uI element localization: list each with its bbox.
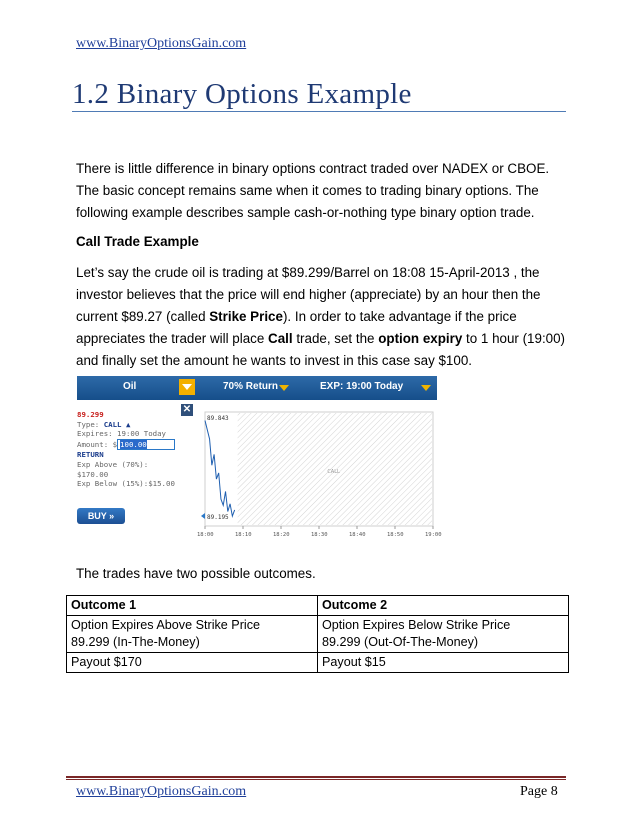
- table-cell: Option Expires Below Strike Price 89.299 (Out-Of-The-Money): [318, 616, 569, 653]
- expires-row: Expires: 19:00 Today: [77, 429, 166, 439]
- widget-toolbar: [77, 376, 437, 400]
- table-cell: Payout $15: [318, 653, 569, 673]
- call-heading: Call Trade Example: [76, 234, 199, 249]
- exp-below: Exp Below (15%):$15.00: [77, 479, 175, 489]
- x-tick-label: 18:40: [349, 532, 366, 538]
- buy-button[interactable]: BUY »: [77, 508, 125, 524]
- x-tick-label: 18:20: [273, 532, 290, 538]
- trade-ticket: [77, 410, 202, 489]
- amount-input[interactable]: 100.00: [117, 439, 175, 451]
- option-expiry-term: option expiry: [378, 331, 463, 346]
- expiry-chevron-icon[interactable]: [421, 385, 431, 391]
- page-number: Page 8: [520, 784, 558, 799]
- bottom-price-label: 89.195: [207, 514, 229, 521]
- amount-row: Amount: $ 100.00: [77, 439, 202, 451]
- intro-paragraph: There is little difference in binary options contract traded over NADEX or CBOE. The basic concept remains same when it comes to trading binary options. The following example describes sample cash-or-nothing type binary option trade.: [76, 161, 550, 220]
- table-row: [67, 616, 569, 653]
- call-term: Call: [268, 331, 293, 346]
- x-tick-label: 18:10: [235, 532, 252, 538]
- current-price: 89.299: [77, 410, 104, 419]
- title-rule: [72, 111, 566, 112]
- x-tick-label: 19:00: [425, 532, 442, 538]
- type-row: Type: CALL ▲: [77, 419, 131, 429]
- return-label: 70% Return: [223, 381, 279, 392]
- chevron-down-icon: [182, 384, 192, 390]
- price-marker-icon: [201, 513, 205, 519]
- return-heading: RETURN: [77, 450, 104, 460]
- footer-rule-thin: [66, 779, 566, 780]
- x-tick-label: 18:30: [311, 532, 328, 538]
- return-chevron-icon[interactable]: [279, 385, 289, 391]
- strike-price-term: Strike Price: [209, 309, 283, 324]
- exp-above-label: Exp Above (70%):: [77, 459, 149, 469]
- expiry-label[interactable]: EXP: 19:00 Today: [320, 381, 404, 392]
- call-paragraph: Let’s say the crude oil is trading at $89.299/Barrel on 18:08 15-April-2013 , the investor believes that the price will end higher (appreciate) by an hour then the current $89.27 (called Strike Price). In order to take advantage if the price appreciates the trader will place Call trade, set the option expiry to 1 hour (19:00) and finally set the amount he wants to invest in this case say $100.: [76, 265, 566, 368]
- footer-rule: [66, 776, 566, 778]
- asset-label[interactable]: Oil: [123, 381, 137, 392]
- asset-dropdown[interactable]: [179, 379, 195, 395]
- top-price-label: 89.843: [207, 415, 229, 422]
- table-header-cell: Outcome 1: [67, 596, 318, 616]
- x-tick-label: 18:00: [197, 532, 214, 538]
- table-cell: Option Expires Above Strike Price 89.299 (In-The-Money): [67, 616, 318, 653]
- trade-widget: [77, 376, 442, 539]
- table-header-row: [67, 596, 569, 616]
- outcomes-text: The trades have two possible outcomes.: [76, 566, 316, 581]
- call-zone-label: CALL: [327, 469, 340, 475]
- footer-url[interactable]: www.BinaryOptionsGain.com: [76, 784, 247, 799]
- exp-above-value: $170.00: [77, 469, 109, 479]
- table-row: [67, 653, 569, 673]
- x-tick-label: 18:50: [387, 532, 404, 538]
- table-header-cell: Outcome 2: [318, 596, 569, 616]
- section-title: 1.2 Binary Options Example: [72, 78, 412, 110]
- price-chart: [197, 412, 442, 539]
- outcomes-table: [66, 595, 569, 673]
- header-url[interactable]: www.BinaryOptionsGain.com: [76, 36, 247, 51]
- table-cell: Payout $170: [67, 653, 318, 673]
- close-icon[interactable]: ✕: [182, 404, 192, 415]
